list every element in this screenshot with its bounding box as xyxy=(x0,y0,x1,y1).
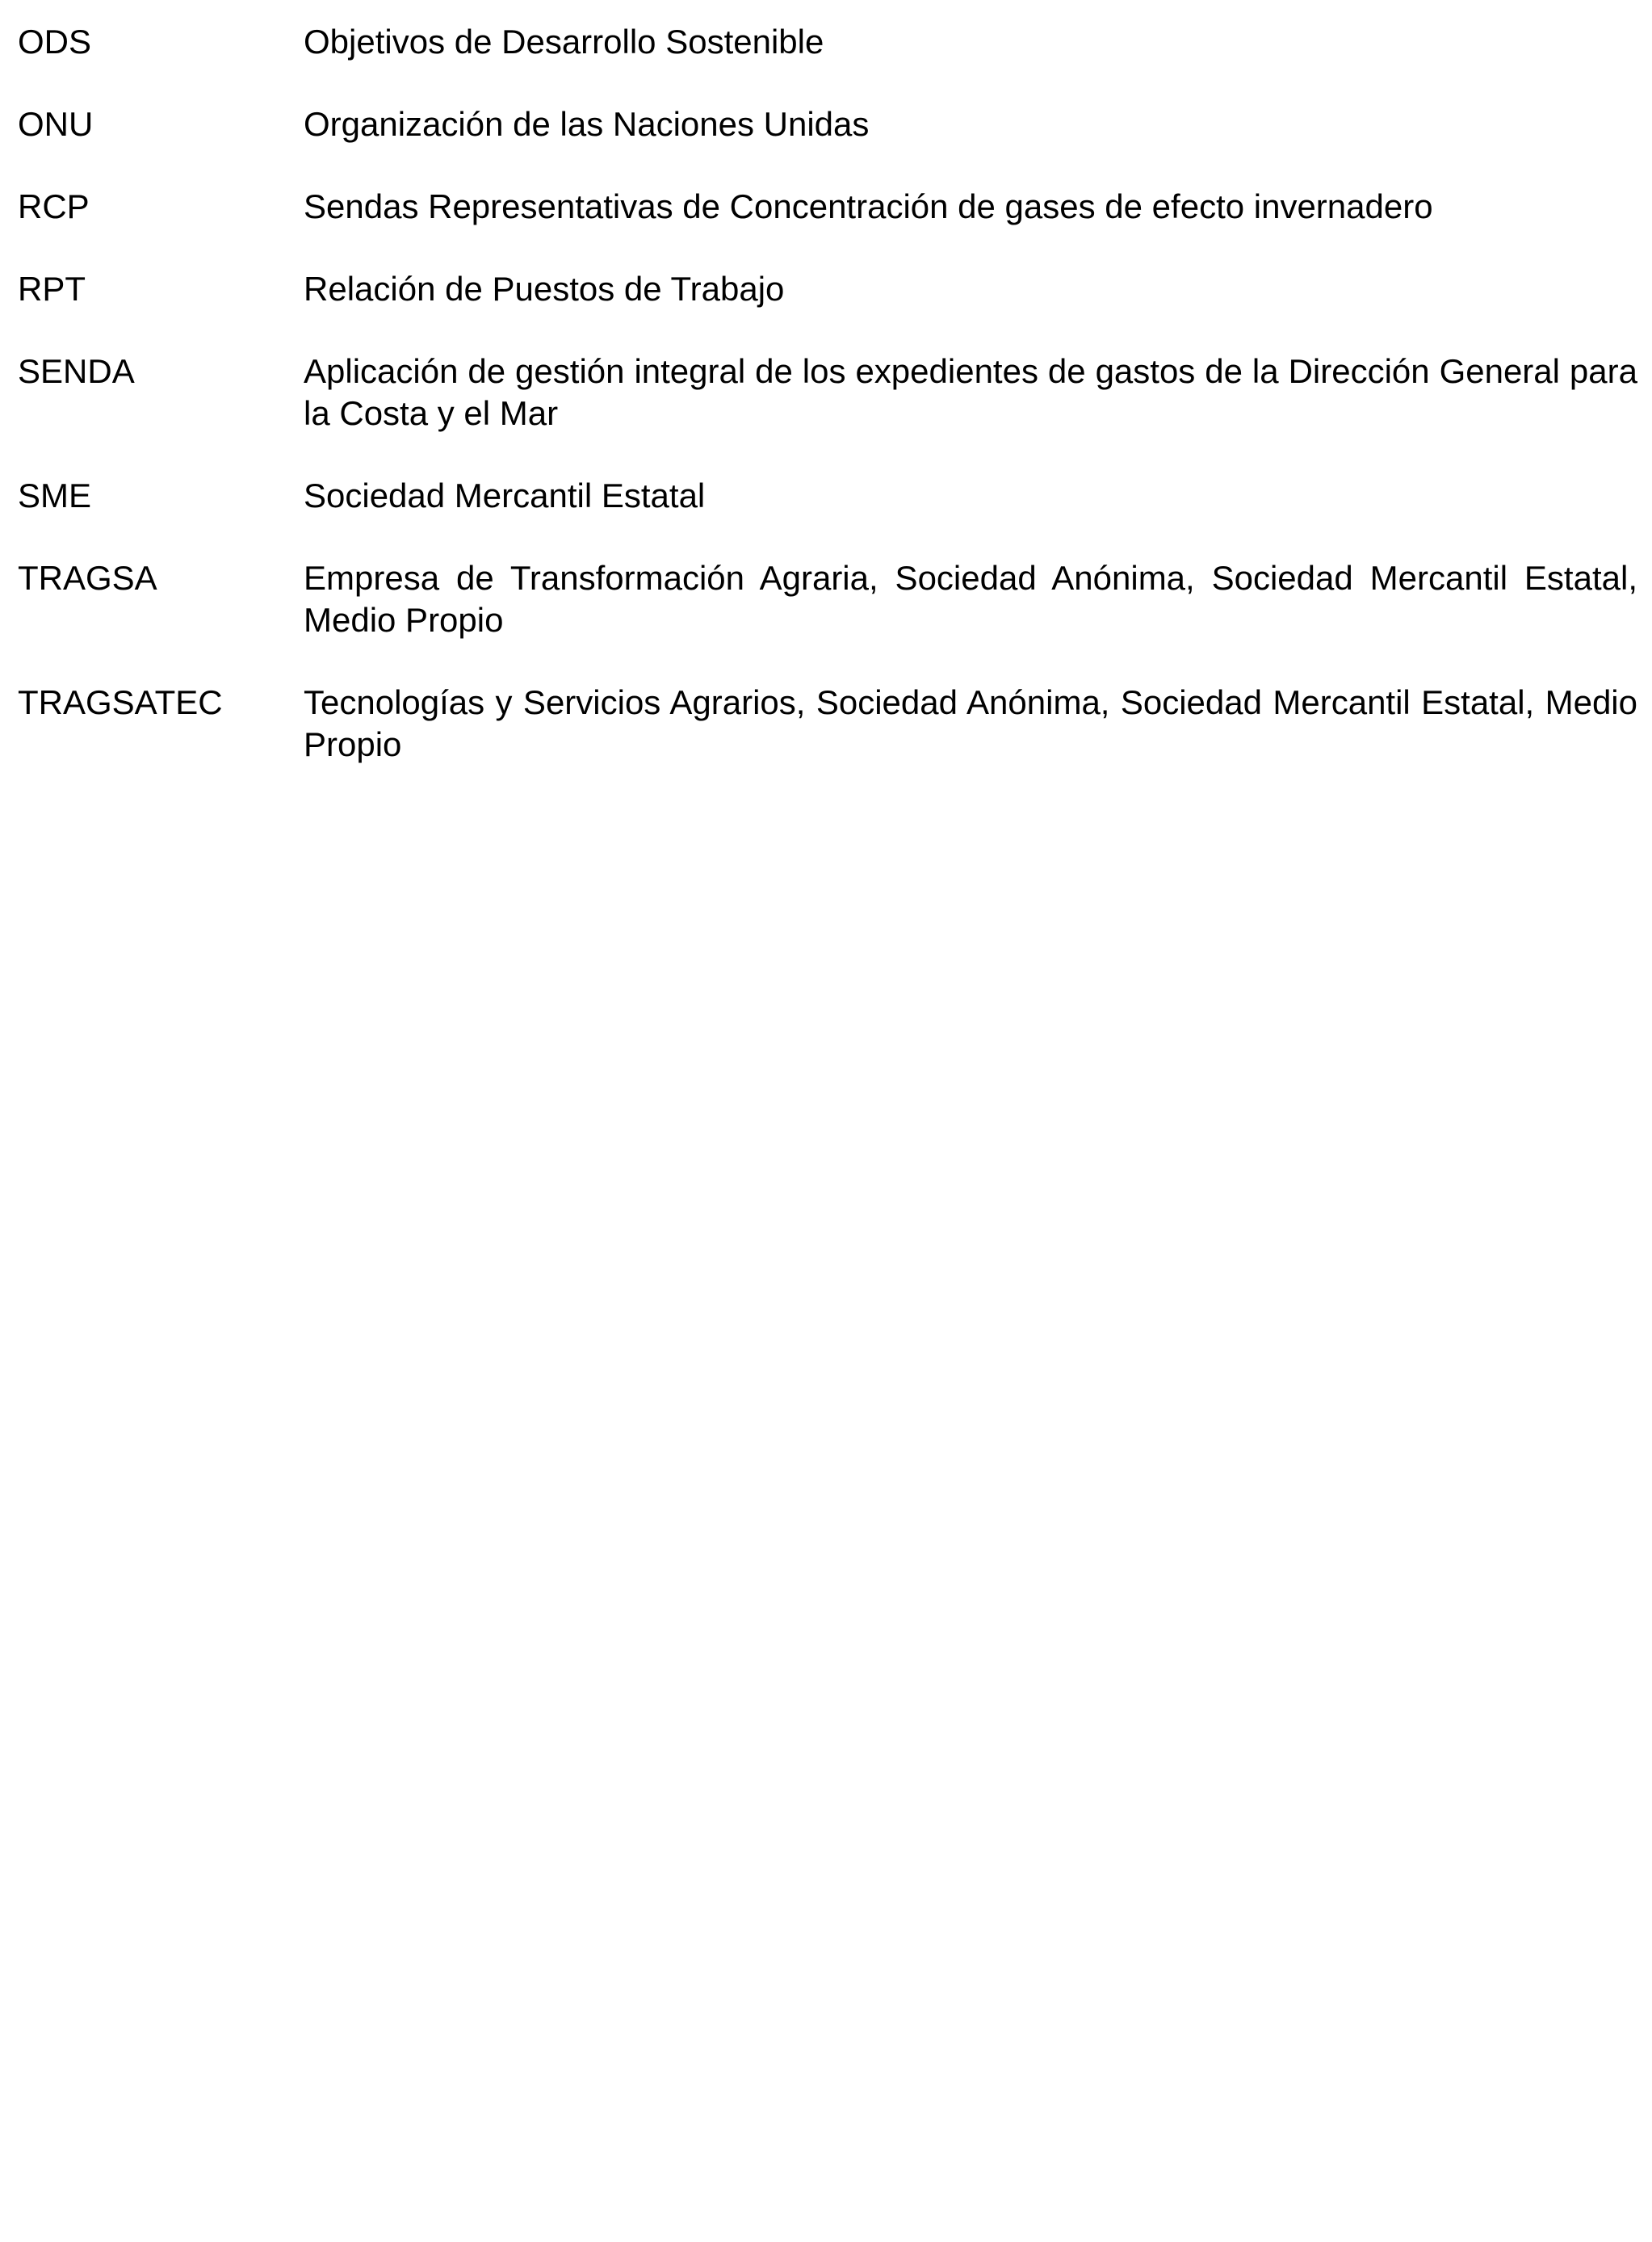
glossary-entry xyxy=(18,557,1637,641)
glossary-definition: Organización de las Naciones Unidas xyxy=(304,105,870,143)
glossary-entry xyxy=(18,351,1637,435)
glossary-term: SME xyxy=(18,477,92,514)
glossary-term: TRAGSATEC xyxy=(18,683,223,721)
glossary-definition: Tecnologías y Servicios Agrarios, Sociedad Anónima, Sociedad Mercantil Estatal, Medio Propio xyxy=(304,683,1637,763)
glossary-term: RPT xyxy=(18,270,86,308)
glossary-definition: Empresa de Transformación Agraria, Sociedad Anónima, Sociedad Mercantil Estatal, Medio Propio xyxy=(304,559,1637,639)
glossary-definition: Aplicación de gestión integral de los expedientes de gastos de la Dirección General para la Costa y el Mar xyxy=(304,352,1637,432)
glossary-entry xyxy=(18,682,1637,766)
glossary-entry xyxy=(18,21,1637,63)
glossary-term: TRAGSA xyxy=(18,559,157,597)
glossary-term: ONU xyxy=(18,105,94,143)
glossary-definition: Objetivos de Desarrollo Sostenible xyxy=(304,23,824,61)
glossary-list xyxy=(18,21,1637,806)
glossary-entry xyxy=(18,103,1637,145)
glossary-definition: Sociedad Mercantil Estatal xyxy=(304,477,706,514)
glossary-entry xyxy=(18,186,1637,228)
glossary-term: ODS xyxy=(18,23,92,61)
glossary-term: SENDA xyxy=(18,352,135,390)
glossary-term: RCP xyxy=(18,187,90,225)
glossary-definition: Relación de Puestos de Trabajo xyxy=(304,270,785,308)
glossary-entry xyxy=(18,268,1637,310)
glossary-definition: Sendas Representativas de Concentración de gases de efecto invernadero xyxy=(304,187,1433,225)
glossary-entry xyxy=(18,475,1637,517)
